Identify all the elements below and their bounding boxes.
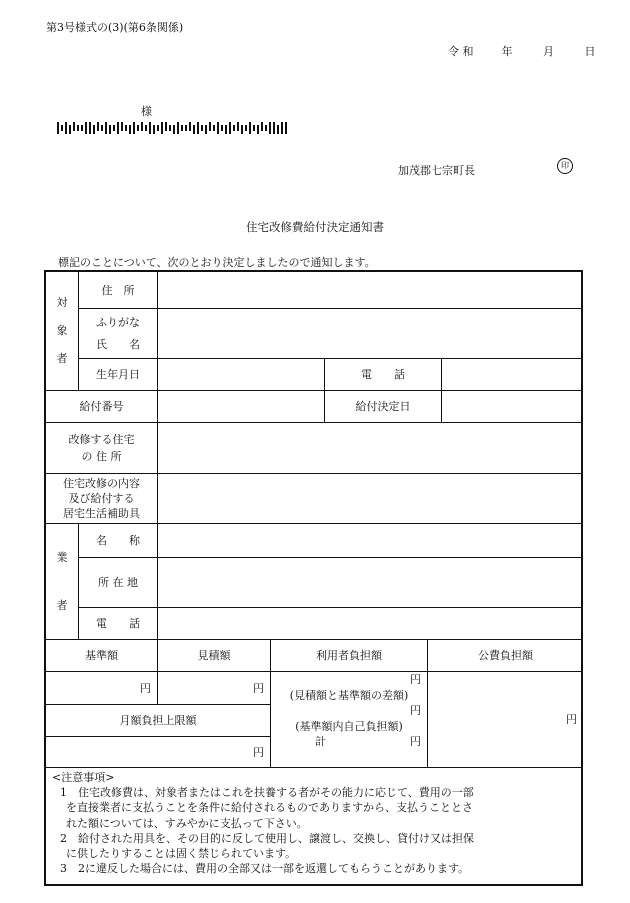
furigana-label: ふりがな (96, 315, 140, 329)
date-day: 日 (584, 45, 596, 58)
phone-field[interactable] (442, 359, 583, 390)
renovation-address-field[interactable] (158, 423, 583, 473)
user-burden-label: 利用者負担額 (316, 649, 382, 662)
form-number: 第3号様式の(3)(第6条関係) (46, 21, 184, 34)
date-line (448, 43, 596, 59)
contractor-location-field[interactable] (158, 558, 583, 607)
monthly-limit-yen: 円 (253, 745, 264, 759)
notes-section (52, 770, 474, 876)
contractor-phone-label: 電 話 (96, 617, 140, 630)
subject-group-char-3: 者 (56, 352, 68, 365)
user-burden-diff-yen: 円 (410, 673, 421, 686)
benefit-number-label: 給付番号 (79, 400, 124, 413)
document-title: 住宅改修費給付決定通知書 (246, 220, 384, 234)
name-label (79, 309, 157, 358)
renovation-address-label (46, 423, 157, 473)
name-field[interactable] (158, 309, 583, 358)
estimate-field[interactable] (158, 672, 270, 704)
subject-group-label (46, 272, 78, 390)
user-burden-self-note: (基準額内自己負担額) (295, 719, 403, 733)
date-month: 月 (543, 45, 554, 58)
renovation-content-label-2: 及び給付する (68, 492, 135, 505)
user-burden-diff-note: (見積額と基準額の差額) (289, 688, 409, 702)
notes-line-1: 1 住宅改修費は、対象者またはこれを扶養する者がその能力に応じて、費用の一部 (60, 786, 474, 800)
intro-text: 標記のことについて、次のとおり決定しましたので通知します。 (58, 256, 376, 269)
date-era: 令 和 (448, 45, 474, 58)
renovation-content-label (46, 474, 157, 523)
recipient-honorific: 様 (141, 105, 152, 118)
standard-amount-yen: 円 (140, 681, 151, 695)
renovation-content-label-1: 住宅改修の内容 (63, 477, 140, 490)
contractor-group-char-2: 者 (56, 598, 68, 612)
benefit-decision-date-label: 給付決定日 (355, 400, 411, 413)
renovation-content-field[interactable] (158, 474, 583, 523)
contractor-group-label (46, 524, 78, 639)
notes-line-2: を直接業者に支払うことを条件に給付されるものでありますから、支払うこととさ (66, 801, 473, 815)
contractor-group-char-1: 業 (56, 550, 68, 564)
notes-line-6: 3 2に違反した場合には、費用の全部又は一部を返還してもらうことがあります。 (60, 862, 470, 876)
monthly-limit-label: 月額負担上限額 (119, 714, 197, 727)
renovation-address-label-2: の 住 所 (81, 450, 122, 463)
notes-line-4: 2 給付された用具を、その目的に反して使用し、譲渡し、交換し、貸付け又は担保 (60, 831, 474, 845)
estimate-yen: 円 (253, 681, 264, 695)
benefit-decision-date-field[interactable] (442, 391, 583, 422)
name-label-text: 氏 名 (96, 337, 140, 351)
user-burden-total-yen: 円 (410, 735, 421, 748)
subject-group-char-1: 対 (56, 296, 68, 309)
notes-line-5: に供したりすることは固く禁じられています。 (66, 847, 297, 861)
user-burden-breakdown[interactable] (271, 672, 427, 767)
public-burden-label: 公費負担額 (478, 649, 533, 662)
benefit-number-field[interactable] (158, 391, 324, 422)
birthdate-label: 生年月日 (96, 368, 140, 381)
public-burden-field[interactable] (428, 672, 583, 767)
seal-stamp: 印 (557, 158, 573, 174)
contractor-phone-field[interactable] (158, 608, 583, 639)
subject-group-char-2: 象 (56, 324, 68, 337)
standard-amount-label: 基準額 (85, 649, 118, 662)
public-burden-yen: 円 (566, 713, 577, 726)
monthly-limit-field[interactable] (46, 737, 270, 767)
birthdate-field[interactable] (158, 359, 324, 390)
address-label: 住 所 (101, 283, 135, 297)
customer-barcode (57, 122, 289, 134)
phone-label: 電 話 (361, 368, 405, 381)
renovation-content-label-3: 居宅生活補助具 (63, 507, 140, 520)
contractor-name-field[interactable] (158, 524, 583, 557)
contractor-name-label: 名 称 (96, 534, 140, 547)
standard-amount-field[interactable] (46, 672, 157, 704)
contractor-location-label: 所 在 地 (98, 576, 138, 589)
notes-line-3: れた額については、すみやかに支払って下さい。 (66, 816, 308, 830)
issuer-name: 加茂郡七宗町長 (398, 164, 475, 177)
estimate-label: 見積額 (197, 649, 231, 662)
date-year: 年 (501, 45, 513, 58)
decision-table (44, 270, 583, 886)
notes-heading: <注意事項> (52, 771, 115, 784)
user-burden-total-label: 計 (315, 735, 326, 748)
renovation-address-label-1: 改修する住宅 (68, 433, 135, 446)
address-field[interactable] (158, 272, 583, 308)
user-burden-self-yen: 円 (410, 704, 421, 717)
